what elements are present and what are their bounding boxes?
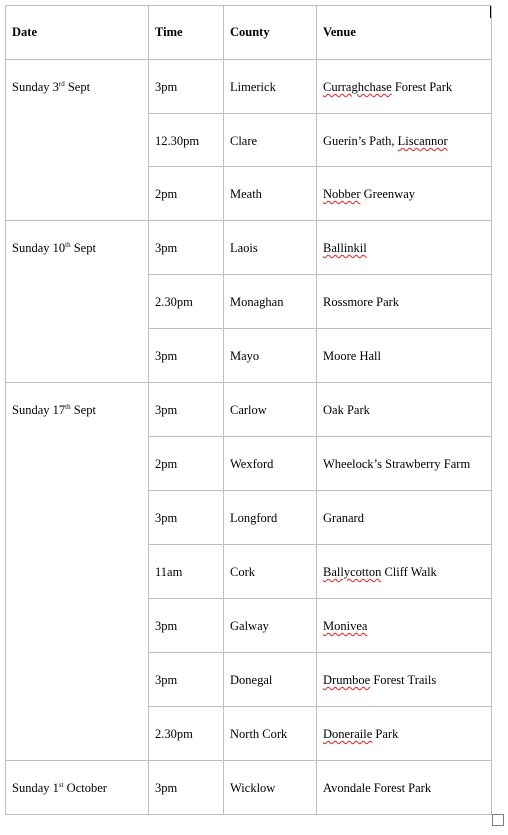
time-cell: 3pm xyxy=(149,599,224,653)
venue-cell xyxy=(317,599,492,653)
time-cell: 3pm xyxy=(149,383,224,437)
date-text: Sunday 17 xyxy=(12,403,66,417)
venue-text-misspelled: Nobber xyxy=(323,187,361,201)
date-month: Sept xyxy=(70,241,96,255)
date-text: Sunday 3 xyxy=(12,80,59,94)
venue-text-misspelled: Ballinkil xyxy=(323,241,367,255)
county-cell: Carlow xyxy=(224,383,317,437)
venue-text-misspelled: Doneraile xyxy=(323,727,373,741)
header-row xyxy=(6,6,492,60)
venue-text: Park xyxy=(372,727,399,741)
events-table xyxy=(5,5,492,815)
time-cell: 3pm xyxy=(149,653,224,707)
venue-cell xyxy=(317,329,492,383)
table-row xyxy=(6,221,492,275)
venue-cell xyxy=(317,761,492,815)
venue-text-misspelled: Monivea xyxy=(323,619,368,633)
county-cell: North Cork xyxy=(224,707,317,761)
venue-text-misspelled: Curraghchase xyxy=(323,80,392,94)
venue-cell xyxy=(317,383,492,437)
venue-text-misspelled: Drumboe xyxy=(323,673,371,687)
venue-cell xyxy=(317,437,492,491)
venue-cell xyxy=(317,114,492,167)
time-cell: 3pm xyxy=(149,329,224,383)
date-cell xyxy=(6,761,149,815)
time-cell: 3pm xyxy=(149,60,224,114)
time-cell: 3pm xyxy=(149,491,224,545)
date-month: Sept xyxy=(64,80,91,94)
date-ordinal: th xyxy=(65,402,71,411)
table-row xyxy=(6,60,492,114)
venue-text: Granard xyxy=(323,511,364,525)
venue-text: Cliff Walk xyxy=(381,565,437,579)
county-cell: Cork xyxy=(224,545,317,599)
venue-text-misspelled: Ballycotton xyxy=(323,565,382,579)
date-ordinal: th xyxy=(65,240,71,249)
county-cell: Clare xyxy=(224,114,317,167)
county-cell: Meath xyxy=(224,167,317,221)
date-month: Sept xyxy=(70,403,96,417)
venue-cell xyxy=(317,275,492,329)
header-county: County xyxy=(224,6,317,60)
time-cell: 12.30pm xyxy=(149,114,224,167)
venue-text: Greenway xyxy=(360,187,415,201)
county-cell: Mayo xyxy=(224,329,317,383)
table-row xyxy=(6,761,492,815)
date-ordinal: rd xyxy=(58,79,65,88)
county-cell: Galway xyxy=(224,599,317,653)
time-cell: 2pm xyxy=(149,167,224,221)
time-cell: 3pm xyxy=(149,221,224,275)
date-cell xyxy=(6,60,149,221)
county-cell: Limerick xyxy=(224,60,317,114)
venue-text: Rossmore Park xyxy=(323,295,400,309)
header-venue: Venue xyxy=(317,6,492,60)
county-cell: Donegal xyxy=(224,653,317,707)
table-body xyxy=(6,60,492,815)
venue-cell xyxy=(317,167,492,221)
venue-cell xyxy=(317,653,492,707)
venue-cell xyxy=(317,491,492,545)
date-text: Sunday 10 xyxy=(12,241,66,255)
date-cell xyxy=(6,383,149,761)
header-date: Date xyxy=(6,6,149,60)
date-text: Sunday 1 xyxy=(12,781,59,795)
venue-cell xyxy=(317,545,492,599)
time-cell: 2.30pm xyxy=(149,707,224,761)
venue-text-misspelled: Liscannor xyxy=(397,134,448,148)
header-time: Time xyxy=(149,6,224,60)
county-cell: Laois xyxy=(224,221,317,275)
venue-text: Forest Park xyxy=(391,80,453,94)
time-cell: 2.30pm xyxy=(149,275,224,329)
venue-text: Moore Hall xyxy=(323,349,381,363)
venue-cell xyxy=(317,60,492,114)
venue-text: Wheelock’s Strawberry Farm xyxy=(323,457,471,471)
county-cell: Wexford xyxy=(224,437,317,491)
date-cell xyxy=(6,221,149,383)
venue-text: Oak Park xyxy=(323,403,370,417)
time-cell: 3pm xyxy=(149,761,224,815)
date-month: October xyxy=(63,781,107,795)
time-cell: 11am xyxy=(149,545,224,599)
venue-text: Guerin’s Path, xyxy=(323,134,398,148)
venue-text: Forest Trails xyxy=(370,673,437,687)
date-ordinal: st xyxy=(58,780,64,789)
table-row xyxy=(6,383,492,437)
venue-cell xyxy=(317,221,492,275)
county-cell: Monaghan xyxy=(224,275,317,329)
county-cell: Wicklow xyxy=(224,761,317,815)
venue-cell xyxy=(317,707,492,761)
county-cell: Longford xyxy=(224,491,317,545)
table-resize-handle[interactable] xyxy=(492,814,504,826)
time-cell: 2pm xyxy=(149,437,224,491)
venue-text: Avondale Forest Park xyxy=(323,781,432,795)
